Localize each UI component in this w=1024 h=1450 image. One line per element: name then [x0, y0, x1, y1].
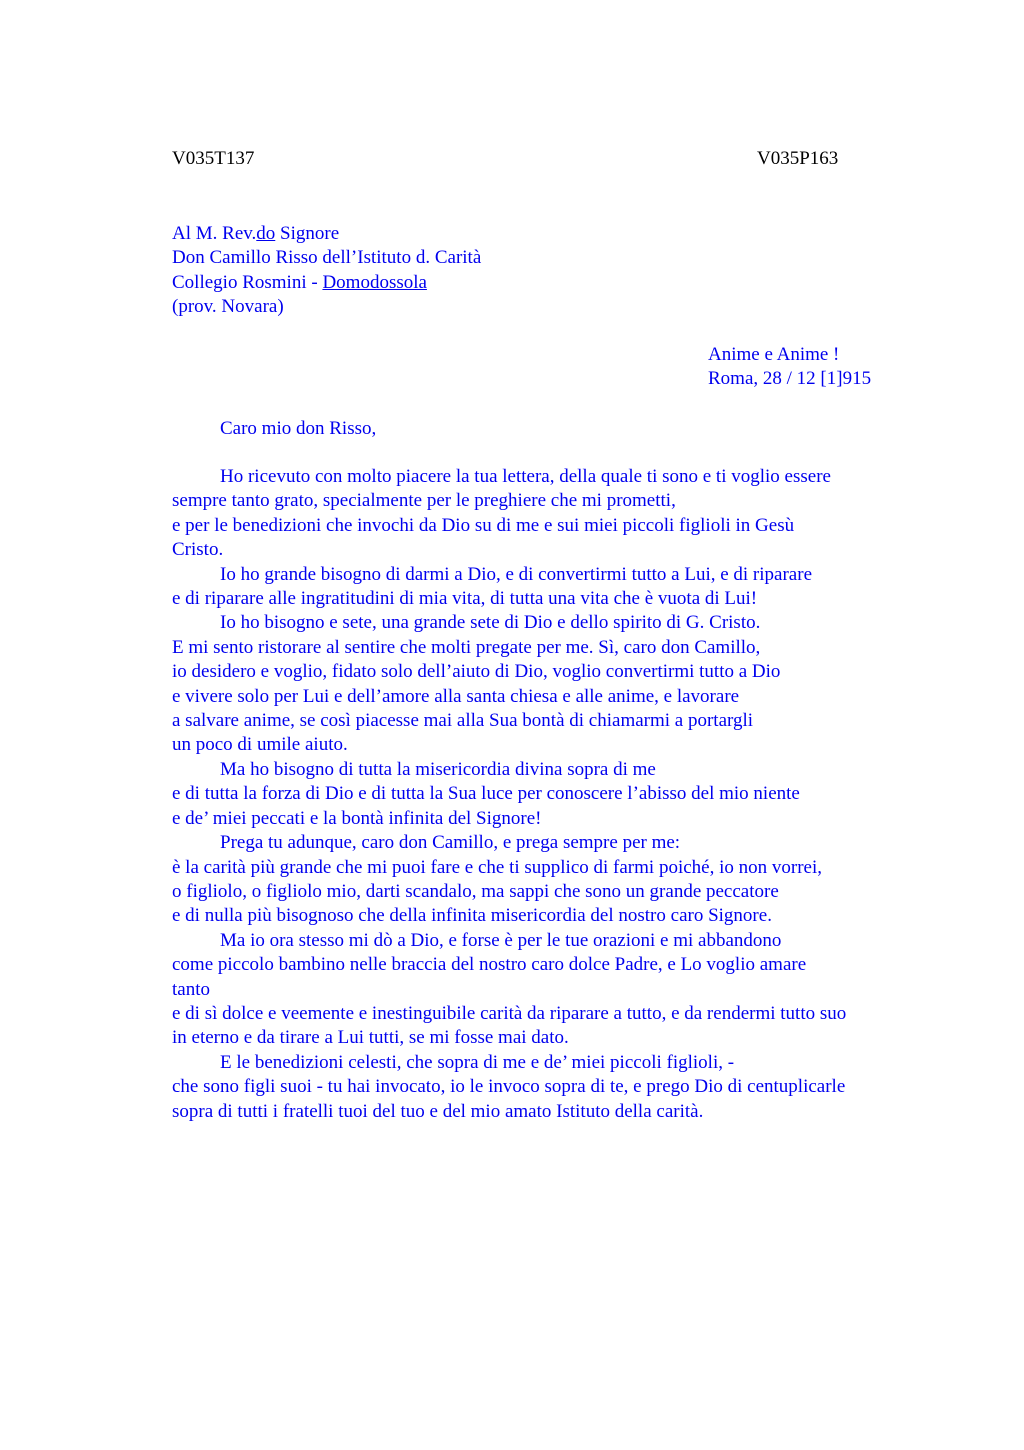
- address-line-4: (prov. Novara): [172, 296, 284, 318]
- body-line: E le benedizioni celesti, che sopra di me e de’ miei piccoli figlioli, -: [220, 1051, 735, 1073]
- address-line-1-underlined: do: [256, 223, 276, 244]
- body-line: E mi sento ristorare al sentire che molti pregate per me. Sì, caro don Camillo,: [172, 636, 761, 658]
- address-line-2: Don Camillo Risso dell’Istituto d. Carità: [172, 247, 482, 269]
- body-line: e de’ miei peccati e la bontà infinita del Signore!: [172, 807, 542, 829]
- body-line: sopra di tutti i fratelli tuoi del tuo e del mio amato Istituto della carità.: [172, 1100, 704, 1122]
- body-line: è la carità più grande che mi puoi fare e che ti supplico di farmi poiché, io non vorrei,: [172, 856, 822, 878]
- body-line: o figliolo, o figliolo mio, darti scandalo, ma sappi che sono un grande peccatore: [172, 880, 779, 902]
- document-code-right: V035P163: [757, 148, 839, 169]
- address-line-1-prefix: Al M. Rev.: [172, 223, 257, 244]
- address-line-3-underlined: Domodossola: [322, 271, 427, 293]
- body-line: Io ho bisogno e sete, una grande sete di Dio e dello spirito di G. Cristo.: [220, 612, 761, 634]
- address-line-3: [172, 271, 481, 295]
- body-line: sempre tanto grato, specialmente per le preghiere che mi prometti,: [172, 490, 676, 512]
- body-line: Io ho grande bisogno di darmi a Dio, e di convertirmi tutto a Lui, e di riparare: [220, 563, 812, 585]
- salutation: Caro mio don Risso,: [220, 418, 377, 439]
- body-line: in eterno e da tirare a Lui tutti, se mi fosse mai dato.: [172, 1027, 569, 1049]
- body-line: io desidero e voglio, fidato solo dell’aiuto di Dio, voglio convertirmi tutto a Dio: [172, 661, 781, 683]
- body-line: Cristo.: [172, 539, 224, 561]
- recipient-address: [172, 222, 481, 320]
- body-line: tanto: [172, 978, 210, 1000]
- body-line: e di riparare alle ingratitudini di mia vita, di tutta una vita che è vuota di Lui!: [172, 588, 758, 610]
- motto: Anime e Anime !: [708, 344, 840, 365]
- body-line: Prega tu adunque, caro don Camillo, e prega sempre per me:: [220, 832, 681, 854]
- body-line: a salvare anime, se così piacesse mai alla Sua bontà di chiamarmi a portargli: [172, 710, 754, 732]
- body-line: che sono figli suoi - tu hai invocato, io le invoco sopra di te, e prego Dio di centuplicarle: [172, 1076, 846, 1098]
- address-line-1-suffix: Signore: [275, 223, 340, 244]
- body-line: e di tutta la forza di Dio e di tutta la Sua luce per conoscere l’abisso del mio niente: [172, 783, 800, 805]
- place-and-date: [708, 343, 871, 392]
- date-line: Roma, 28 / 12 [1]915: [708, 368, 872, 390]
- document-code-left: V035T137: [172, 148, 255, 169]
- body-line: come piccolo bambino nelle braccia del nostro caro dolce Padre, e Lo voglio amare: [172, 954, 807, 976]
- body-line: e per le benedizioni che invochi da Dio su di me e sui miei piccoli figlioli in Gesù: [172, 514, 795, 536]
- body-line: e vivere solo per Lui e dell’amore alla santa chiesa e alle anime, e lavorare: [172, 685, 740, 707]
- letter-body: [172, 465, 932, 1124]
- body-line: Ho ricevuto con molto piacere la tua lettera, della quale ti sono e ti voglio essere: [220, 466, 831, 487]
- address-line-1: [172, 222, 481, 246]
- body-line: e di nulla più bisognoso che della infinita misericordia del nostro caro Signore.: [172, 905, 772, 927]
- body-line: Ma io ora stesso mi dò a Dio, e forse è per le tue orazioni e mi abbandono: [220, 929, 782, 951]
- body-line: un poco di umile aiuto.: [172, 734, 348, 756]
- address-line-3-prefix: Collegio Rosmini -: [172, 271, 323, 293]
- body-line: Ma ho bisogno di tutta la misericordia divina sopra di me: [220, 758, 656, 780]
- body-line: e di sì dolce e veemente e inestinguibile carità da riparare a tutto, e da rendermi tutto suo: [172, 1002, 847, 1024]
